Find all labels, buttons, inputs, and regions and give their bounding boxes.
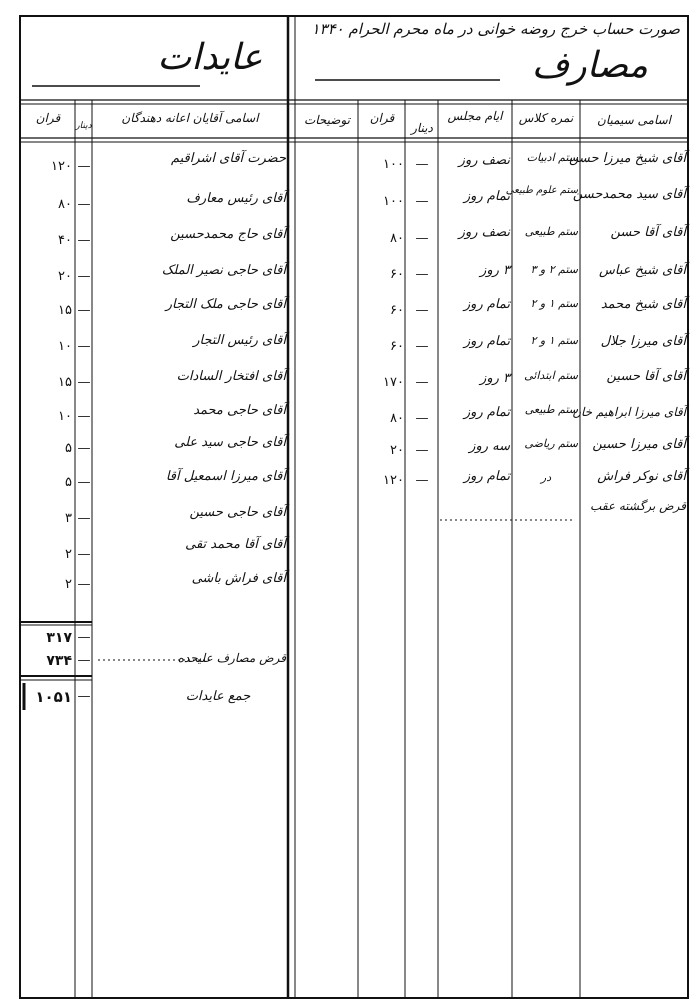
expense-name-6: آقای میرزا جلال [600,334,686,349]
income-dinar-13: — [77,577,91,592]
income-amount-3: ۴۰ [58,233,72,248]
income-dinar-8: — [77,409,91,424]
income-amount-8: ۱۰ [58,409,72,424]
expense-name-5: آقای شیخ محمد [600,297,686,312]
debt-label: قرض مصارف علیحده [177,651,286,665]
col-header-income-qiran: قران [35,111,61,125]
expense-dinar-2: — [415,194,429,209]
income-dinar-3: — [77,233,91,248]
expense-days-1: نصف روز [458,153,510,168]
income-amount-12: ۲ [65,547,72,562]
income-heading: عایدات [157,37,263,78]
expense-class-8: ستم طبیعی [524,403,578,416]
total-dinar: — [77,689,91,704]
income-amount-11: ۳ [65,511,72,526]
expense-amount-5: ۶۰ [390,303,404,318]
income-dinar-2: — [77,197,91,212]
income-amount-7: ۱۵ [58,375,72,390]
income-amount-9: ۵ [65,441,72,456]
expense-dinar-10: — [415,473,429,488]
income-name-10: آقای میرزا اسمعیل آقا [165,469,286,484]
expense-amount-7: ۱۷۰ [383,375,404,390]
col-header-qiran: قران [369,111,395,125]
expense-amount-6: ۶۰ [390,339,404,354]
expense-dinar-6: — [415,339,429,354]
col-header-days: ایام مجلس [447,109,503,123]
expense-days-10: تمام روز [463,469,510,484]
expense-days-9: سه روز [469,439,510,454]
expense-name-8: آقای میرزا ابراهیم خان [572,405,686,419]
income-dinar-7: — [77,375,91,390]
col-header-class: نمره کلاس [518,111,574,125]
expense-days-4: ۳ روز [480,263,510,278]
expense-days-3: نصف روز [458,225,510,240]
income-name-13: آقای فراش باشی [191,571,286,586]
income-dinar-6: — [77,339,91,354]
col-header-income-dinar: دینار [75,121,92,131]
expense-dinar-9: — [415,443,429,458]
income-name-2: آقای رئیس معارف [186,191,286,206]
expense-amount-8: ۸۰ [390,411,404,426]
income-name-9: آقای حاجی سید علی [174,435,286,450]
income-subtotal: ۳۱۷ [46,630,72,646]
debt-dinar: — [77,653,91,668]
expense-dinar-7: — [415,375,429,390]
expense-dinar-3: — [415,231,429,246]
expense-class-3: ستم طبیعی [524,225,578,238]
income-amount-13: ۲ [65,577,72,592]
expense-dinar-8: — [415,411,429,426]
expense-dinar-4: — [415,267,429,282]
income-amount-10: ۵ [65,475,72,490]
income-dinar-1: — [77,159,91,174]
income-amount-5: ۱۵ [58,303,72,318]
income-dinar-12: — [77,547,91,562]
expense-name-2: آقای سید محمدحسن [572,187,686,202]
col-header-dinar: دینار [411,121,433,135]
income-dinar-5: — [77,303,91,318]
total-amount: ۱۰۵۱ [35,688,72,706]
income-name-6: آقای رئیس التجار [193,333,286,348]
expense-class-7: ستم ابتدائی [524,369,578,382]
income-dinar-9: — [77,441,91,456]
col-header-name: اسامی سیمیان [597,113,671,127]
income-amount-6: ۱۰ [58,339,72,354]
income-name-12: آقای آقا محمد تقی [185,537,286,552]
expense-days-6: تمام روز [463,334,510,349]
expenses-document-title: صورت حساب خرج روضه خوانی در ماه محرم الحرام ۱۳۴۰ [311,20,680,38]
total-label: جمع عایدات [185,689,251,704]
expense-class-6: ستم ۱ و ۲ [530,334,578,347]
income-subtotal-dinar: — [77,630,91,645]
expense-amount-1: ۱۰۰ [383,157,404,172]
expense-amount-10: ۱۲۰ [383,473,404,488]
expense-class-2: ستم علوم طبیعی [505,185,578,196]
expense-amount-9: ۲۰ [390,443,404,458]
income-dinar-11: — [77,511,91,526]
income-dinar-4: — [77,269,91,284]
income-name-4: آقای حاجی نصیر الملک [161,263,286,278]
expense-days-2: تمام روز [463,189,510,204]
expense-class-4: ستم ۲ و ۳ [530,263,578,276]
col-header-donors: اسامی آقایان اعانه دهندگان [121,111,259,125]
expense-name-10: آقای نوکر فراش [597,469,686,484]
expense-name-7: آقای آقا حسین [606,369,686,384]
expense-dinar-5: — [415,303,429,318]
expense-name-4: آقای شیخ عباس [599,263,686,278]
expense-name-9: آقای میرزا حسین [592,437,686,452]
expense-name-3: آقای آقا حسن [610,225,686,240]
expense-dinar-1: — [415,157,429,172]
expenses-heading: مصارف [531,45,649,86]
income-name-7: آقای افتخار السادات [176,369,286,384]
debt-amount: ۷۳۴ [46,653,72,669]
expense-days-5: تمام روز [463,297,510,312]
income-dinar-10: — [77,475,91,490]
income-name-11: آقای حاجی حسین [189,505,286,520]
income-name-8: آقای حاجی محمد [193,403,286,418]
expense-days-8: تمام روز [463,405,510,420]
expense-amount-4: ۶۰ [390,267,404,282]
expense-name-1: آقای شیخ میرزا حسن [568,151,686,166]
expense-amount-2: ۱۰۰ [383,194,404,209]
expense-days-7: ۳ روز [480,371,510,386]
income-name-1: حضرت آقای اشراقیم [170,151,286,166]
expense-amount-3: ۸۰ [390,231,404,246]
expense-class-10: در [540,471,552,484]
expense-footer-note: قرض برگشته عقب [590,499,686,513]
income-amount-2: ۸۰ [58,197,72,212]
expense-class-1: ستم ادبیات [526,151,578,164]
expense-class-9: ستم ریاضی [524,437,578,450]
income-name-5: آقای حاجی ملک التجار [165,297,286,312]
income-name-3: آقای حاج محمدحسین [170,227,286,242]
col-header-notes: توضیحات [303,113,351,127]
expense-class-5: ستم ۱ و ۲ [530,297,578,310]
income-amount-1: ۱۲۰ [51,159,72,174]
income-amount-4: ۲۰ [58,269,72,284]
